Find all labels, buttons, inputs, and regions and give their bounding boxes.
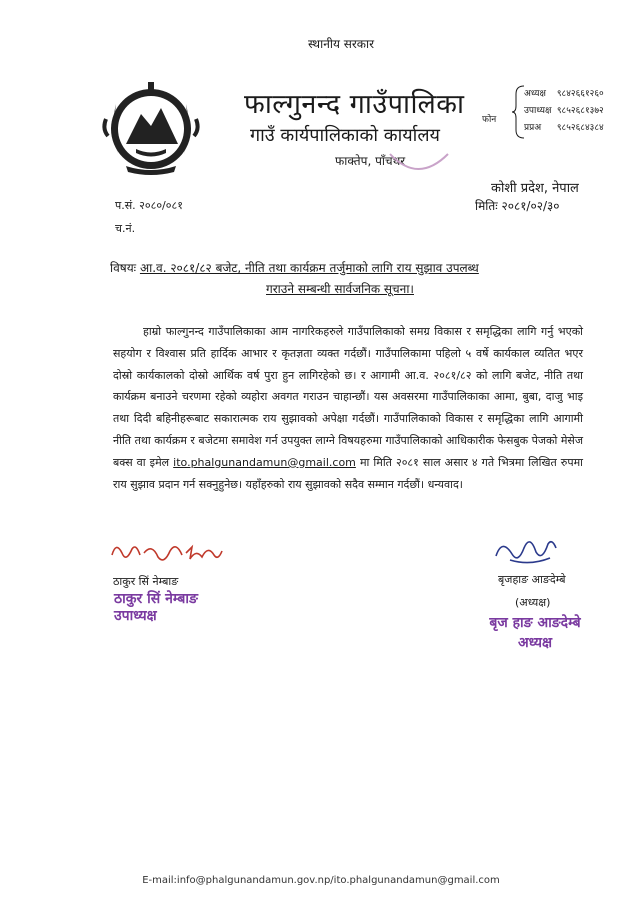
left-signatory-name: ठाकुर सिं नेम्बाङ — [113, 575, 179, 588]
phone-list — [524, 86, 604, 137]
notice-body — [113, 321, 583, 495]
phone-row: प्रप्रअ ९८५२६८४३८४ — [524, 123, 604, 133]
stamp-title: अध्यक्ष — [517, 635, 553, 651]
office-stamp-mark — [388, 150, 450, 180]
footer-email: E-mail:info@phalgunandamun.gov.np/ito.phalgunandamun@gmail.com — [142, 875, 500, 886]
subject-label: विषयः — [110, 261, 137, 275]
subject-line-1: आ.व. २०८१/८२ बजेट, नीति तथा कार्यक्रम तर्जुमाको लागि राय सुझाव उपलब्ध — [139, 261, 479, 275]
date: मितिः २०८१/०२/३० — [475, 199, 560, 213]
stamp-title: उपाध्यक्ष — [114, 608, 157, 624]
province: कोशी प्रदेश, नेपाल — [491, 181, 579, 196]
nepal-emblem-icon — [96, 74, 206, 184]
right-signatory-name: बृजहाङ आङदेम्बे — [498, 573, 566, 586]
office-location: फाक्तेप, पाँचथर — [335, 154, 406, 168]
reference-number: प.सं. २०८०/०८१ — [115, 199, 183, 212]
right-signatory-title: (अध्यक्ष) — [515, 596, 551, 609]
subject — [110, 258, 590, 300]
body-paragraph: हाम्रो फाल्गुनन्द गाउँपालिकाका आम नागरिकहरुले गाउँपालिकाको समग्र विकास र समृद्धिका लागि गर्नु भएको सहयोग र विश्वास प्रति हार्दिक आभार र कृतज्ञता व्यक्त गर्दछौं। गाउँपालिकामा पहिलो ५ वर्षे कार्यकाल व्यतित भएर दोस्रो कार्यकालको दोस्रो आर्थिक वर्ष पुरा हुन लागिरहेको छ। र आगामी आ.व. २०८१/८२ को लागि बजेट, नीति तथा कार्यक्रम बनाउने चरणमा रहेको व्यहोरा अवगत गराउन चाहान्छौं। यस अवसरमा गाउँपालिकाका आमा, बुबा, दाजु भाइ तथा दिदी बहिनीहरूबाट सकारात्मक राय सुझावको अपेक्षा गर्दछौं। गाउँपालिकाको विकास र समृद्धिका लागि आगामी नीति तथा कार्यक्रम र बजेटमा समावेश गर्न उपयुक्त लाग्ने विषयहरुमा गाउँपालिकाको आधिकारीक फेसबुक पेजको मेसेज बक्स वा इमेल ito.phalgunandamun@gmail.com मा मिति २०८१ साल असार ४ गते भित्रमा लिखित रुपमा राय सुझाव प्रदान गर्न सक्नुहुनेछ। यहाँहरुको राय सुझावको सदैव सम्मान गर्दछौं। धन्यवाद। — [113, 325, 583, 491]
subject-line-2: गराउने सम्बन्धी सार्वजनिक सूचना। — [266, 282, 414, 296]
left-handwritten-signature — [106, 535, 226, 571]
phone-label: फोन — [482, 115, 497, 125]
dispatch-number: च.नं. — [115, 222, 136, 235]
local-government-label: स्थानीय सरकार — [308, 37, 374, 51]
office-subtitle: गाउँ कार्यपालिकाको कार्यालय — [250, 125, 440, 146]
office-name: फाल्गुनन्द गाउँपालिका — [244, 89, 465, 120]
phone-row: उपाध्यक्ष ९८५२६८१३७२ — [524, 106, 604, 116]
stamp-name: बृज हाङ आङदेम्बे — [489, 615, 581, 631]
stamp-name: ठाकुर सिं नेम्बाङ — [114, 591, 198, 607]
email-link[interactable]: ito.phalgunandamun@gmail.com — [173, 455, 356, 469]
right-handwritten-signature — [490, 530, 560, 570]
chair-stamp — [465, 613, 605, 653]
phone-row: अध्यक्ष ९८४२६६१२६० — [524, 89, 604, 99]
vice-chair-stamp — [114, 591, 274, 625]
